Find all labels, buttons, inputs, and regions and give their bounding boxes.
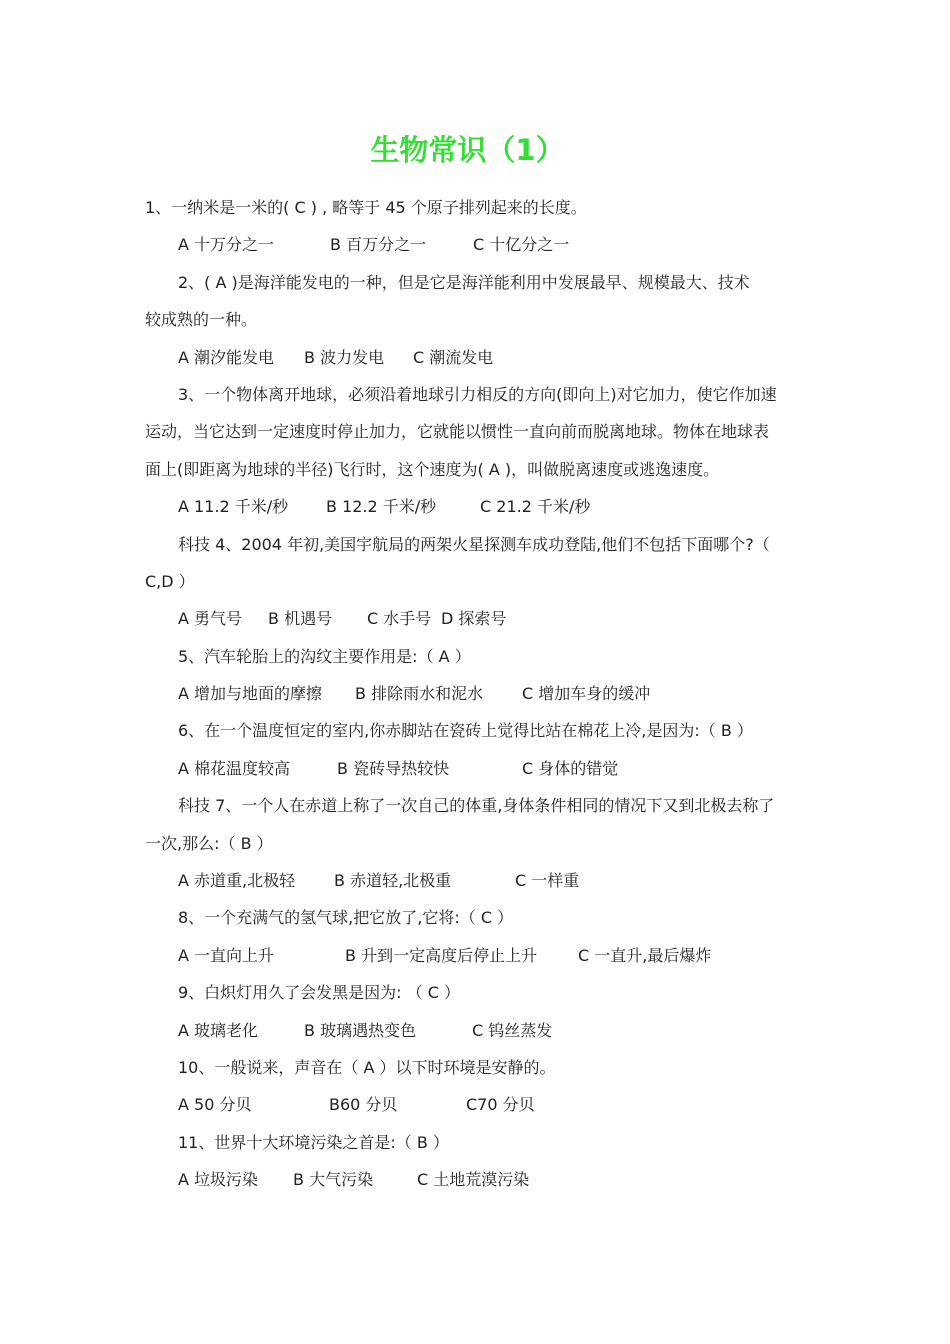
text-line bbox=[145, 825, 810, 862]
answer-option: A 11.2 千米/秒 bbox=[178, 497, 289, 517]
answer-option: A 潮汐能发电 bbox=[178, 347, 275, 367]
answer-option: B 12.2 千米/秒 bbox=[326, 497, 437, 517]
text-line bbox=[145, 600, 810, 637]
line-text: 一次,那么:（ B ） bbox=[145, 833, 273, 853]
answer-option: C 水手号 bbox=[367, 609, 432, 629]
line-text: 科技 7、一个人在赤道上称了一次自己的体重,身体条件相同的情况下又到北极去称了 bbox=[178, 796, 775, 816]
line-text: 2、( A )是海洋能发电的一种，但是它是海洋能利用中发展最早、规模最大、技术 bbox=[178, 272, 750, 292]
answer-option: B 赤道轻,北极重 bbox=[334, 871, 452, 891]
text-line bbox=[145, 451, 810, 488]
answer-option: C 潮流发电 bbox=[413, 347, 494, 367]
document-body bbox=[145, 189, 810, 1199]
text-line bbox=[145, 526, 810, 563]
text-line bbox=[145, 750, 810, 787]
line-text: 运动，当它达到一定速度时停止加力，它就能以惯性一直向前而脱离地球。物体在地球表 bbox=[145, 422, 770, 442]
text-line bbox=[145, 899, 810, 936]
answer-option: B60 分贝 bbox=[329, 1095, 398, 1115]
answer-option: A 十万分之一 bbox=[178, 235, 275, 255]
answer-option: C 增加车身的缓冲 bbox=[522, 684, 651, 704]
text-line bbox=[145, 638, 810, 675]
line-text: 科技 4、2004 年初,美国宇航局的两架火星探测车成功登陆,他们不包括下面哪个?（ bbox=[178, 534, 770, 554]
line-text: 5、汽车轮胎上的沟纹主要作用是:（ A ） bbox=[178, 646, 471, 666]
text-line bbox=[145, 1161, 810, 1198]
text-line bbox=[145, 712, 810, 749]
answer-option: C 身体的错觉 bbox=[522, 758, 619, 778]
answer-option: A 50 分贝 bbox=[178, 1095, 252, 1115]
page-title: 生物常识（1） bbox=[370, 133, 565, 167]
answer-option: B 排除雨水和泥水 bbox=[355, 684, 484, 704]
answer-option: B 玻璃遇热变色 bbox=[304, 1020, 417, 1040]
text-line bbox=[145, 339, 810, 376]
answer-option: B 机遇号 bbox=[268, 609, 333, 629]
answer-option: A 一直向上升 bbox=[178, 945, 275, 965]
line-text: 面上(即距离为地球的半径)飞行时，这个速度为( A )，叫做脱离速度或逃逸速度。 bbox=[145, 459, 720, 479]
line-text: 11、世界十大环境污染之首是:（ B ） bbox=[178, 1132, 449, 1152]
text-line bbox=[145, 301, 810, 338]
text-line bbox=[145, 1124, 810, 1161]
answer-option: C 钨丝蒸发 bbox=[472, 1020, 553, 1040]
line-text: C,D ） bbox=[145, 571, 195, 591]
answer-option: B 瓷砖导热较快 bbox=[337, 758, 450, 778]
answer-option: B 波力发电 bbox=[304, 347, 385, 367]
text-line bbox=[145, 787, 810, 824]
text-line bbox=[145, 862, 810, 899]
answer-option: A 玻璃老化 bbox=[178, 1020, 259, 1040]
answer-option: C70 分贝 bbox=[466, 1095, 535, 1115]
line-text: 8、一个充满气的氢气球,把它放了,它将:（ C ） bbox=[178, 908, 514, 928]
line-text: 3、一个物体离开地球，必须沿着地球引力相反的方向(即向上)对它加力，使它作加速 bbox=[178, 384, 777, 404]
answer-option: C 一样重 bbox=[515, 871, 580, 891]
text-line bbox=[145, 488, 810, 525]
answer-option: B 大气污染 bbox=[293, 1170, 374, 1190]
text-line bbox=[145, 226, 810, 263]
text-line bbox=[145, 937, 810, 974]
answer-option: B 升到一定高度后停止上升 bbox=[345, 945, 538, 965]
answer-option: A 棉花温度较高 bbox=[178, 758, 291, 778]
text-line bbox=[145, 1086, 810, 1123]
text-line bbox=[145, 974, 810, 1011]
text-line bbox=[145, 675, 810, 712]
text-line bbox=[145, 413, 810, 450]
line-text: 10、一般说来，声音在（ A ）以下时环境是安静的。 bbox=[178, 1057, 556, 1077]
answer-option: C 一直升,最后爆炸 bbox=[578, 945, 712, 965]
answer-option: C 土地荒漠污染 bbox=[417, 1170, 530, 1190]
answer-option: A 勇气号 bbox=[178, 609, 243, 629]
answer-option: D 探索号 bbox=[441, 609, 507, 629]
answer-option: C 十亿分之一 bbox=[473, 235, 570, 255]
text-line bbox=[145, 264, 810, 301]
answer-option: A 增加与地面的摩擦 bbox=[178, 684, 323, 704]
text-line bbox=[145, 1049, 810, 1086]
line-text: 1、一纳米是一米的( C ) , 略等于 45 个原子排列起来的长度。 bbox=[145, 198, 587, 217]
line-text: 较成熟的一种。 bbox=[145, 310, 258, 330]
answer-option: A 赤道重,北极轻 bbox=[178, 871, 296, 891]
line-text: 9、白炽灯用久了会发黑是因为: （ C ） bbox=[178, 983, 461, 1003]
text-line bbox=[145, 376, 810, 413]
text-line bbox=[145, 189, 810, 226]
line-text: 6、在一个温度恒定的室内,你赤脚站在瓷砖上觉得比站在棉花上冷,是因为:（ B ） bbox=[178, 721, 753, 741]
text-line bbox=[145, 563, 810, 600]
answer-option: C 21.2 千米/秒 bbox=[480, 497, 591, 517]
answer-option: A 垃圾污染 bbox=[178, 1170, 259, 1190]
answer-option: B 百万分之一 bbox=[330, 235, 427, 255]
text-line bbox=[145, 1012, 810, 1049]
